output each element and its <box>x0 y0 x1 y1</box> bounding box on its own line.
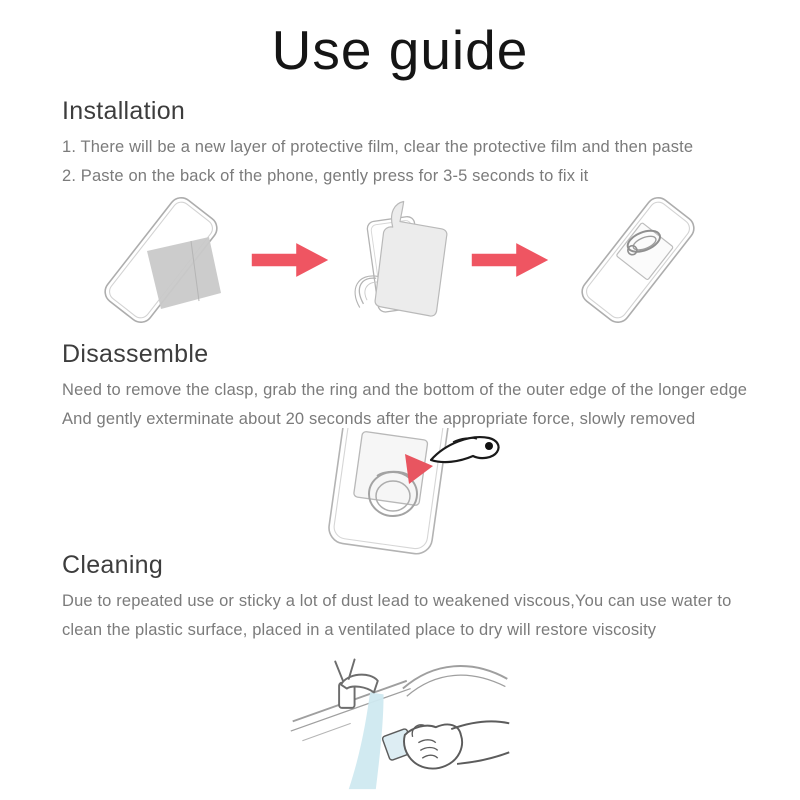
disassemble-line-2: And gently exterminate about 20 seconds after the appropriate force, slowly removed <box>62 409 696 428</box>
disassemble-heading: Disassemble <box>62 340 209 368</box>
cleaning-heading: Cleaning <box>62 551 164 579</box>
installation-step-2: 2. Paste on the back of the phone, gently press for 3-5 seconds to fix it <box>62 166 589 185</box>
cleaning-line-1: Due to repeated use or sticky a lot of dust lead to weakened viscous,You can use water to <box>62 592 732 610</box>
disassemble-line-1: Need to remove the clasp, grab the ring and the bottom of the outer edge of the longer edge <box>62 381 748 399</box>
arrow-right-icon <box>250 236 330 284</box>
section-disassemble <box>62 340 770 439</box>
installation-illustrations <box>0 190 800 330</box>
installation-heading: Installation <box>62 97 186 125</box>
knife-prying-ring-illustration <box>293 428 508 556</box>
phone-with-film-illustration <box>79 193 244 328</box>
section-cleaning <box>62 551 770 650</box>
cleaning-illustration <box>0 646 800 791</box>
disassemble-illustration <box>0 428 800 556</box>
section-installation <box>62 97 770 196</box>
cleaning-line-2: clean the plastic surface, placed in a ventilated place to dry will restore viscosity <box>62 620 657 639</box>
installation-step-1: 1. There will be a new layer of protective film, clear the protective film and then paste <box>62 138 694 156</box>
faucet-rinse-illustration <box>285 646 515 791</box>
phone-with-ring-illustration <box>556 190 721 330</box>
page-title: Use guide <box>271 19 529 81</box>
arrow-right-icon <box>470 236 550 284</box>
peel-film-illustration <box>336 191 464 329</box>
